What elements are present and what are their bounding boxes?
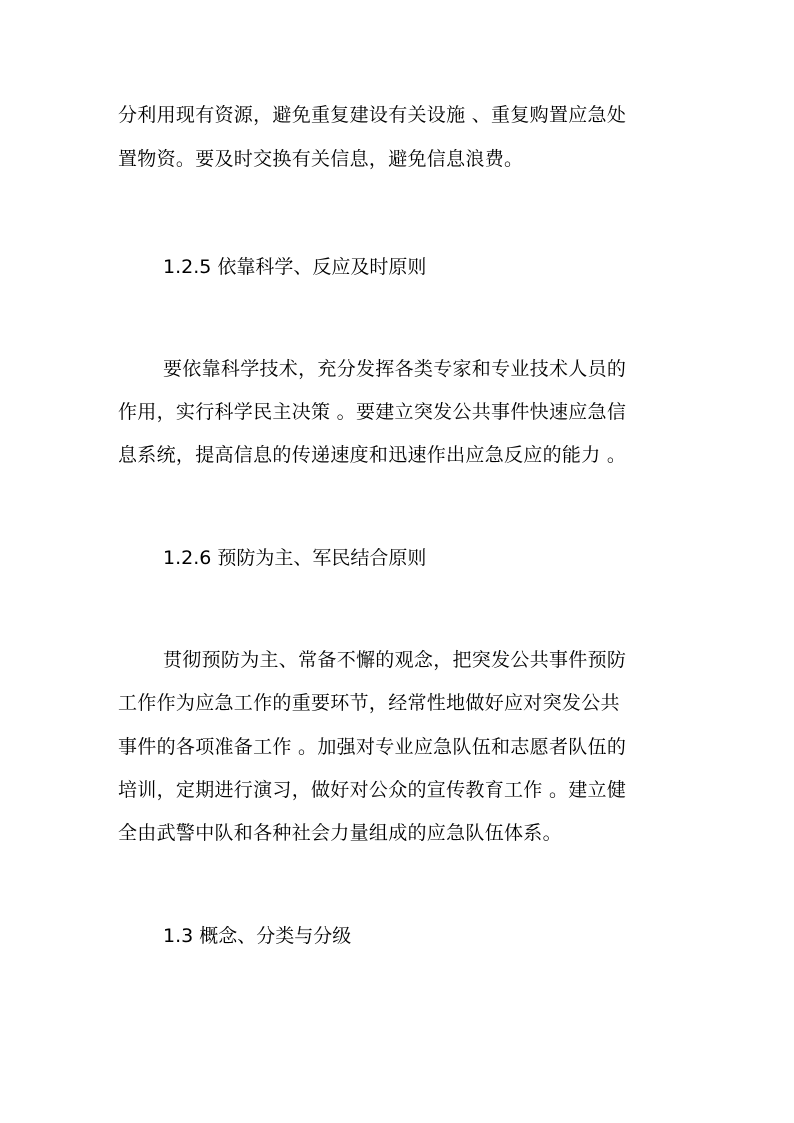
paragraph-line: 分利用现有资源，避免重复建设有关设施 、重复购置应急处 [118,104,627,126]
paragraph-line: 培训，定期进行演习，做好对公众的宣传教育工作 。建立健 [118,779,627,801]
paragraph-line: 全由武警中队和各种社会力量组成的应急队伍体系。 [118,822,562,844]
paragraph-line: 作用，实行科学民主决策 。要建立突发公共事件快速应急信 [118,401,627,423]
section-heading-1-3: 1.3 概念、分类与分级 [163,925,352,947]
paragraph-line: 要依靠科学技术，充分发挥各类专家和专业技术人员的 [163,358,627,380]
paragraph-line: 置物资。要及时交换有关信息，避免信息浪费。 [118,148,524,170]
paragraph-line: 息系统，提高信息的传递速度和迅速作出应急反应的能力 。 [118,444,627,466]
paragraph-line: 工作作为应急工作的重要环节，经常性地做好应对突发公共 [118,692,620,714]
paragraph-line: 事件的各项准备工作 。加强对专业应急队伍和志愿者队伍的 [118,736,627,758]
section-heading-1-2-6: 1.2.6 预防为主、军民结合原则 [163,547,427,569]
paragraph-line: 贯彻预防为主、常备不懈的观念，把突发公共事件预防 [163,649,627,671]
section-heading-1-2-5: 1.2.5 依靠科学、反应及时原则 [163,256,427,278]
